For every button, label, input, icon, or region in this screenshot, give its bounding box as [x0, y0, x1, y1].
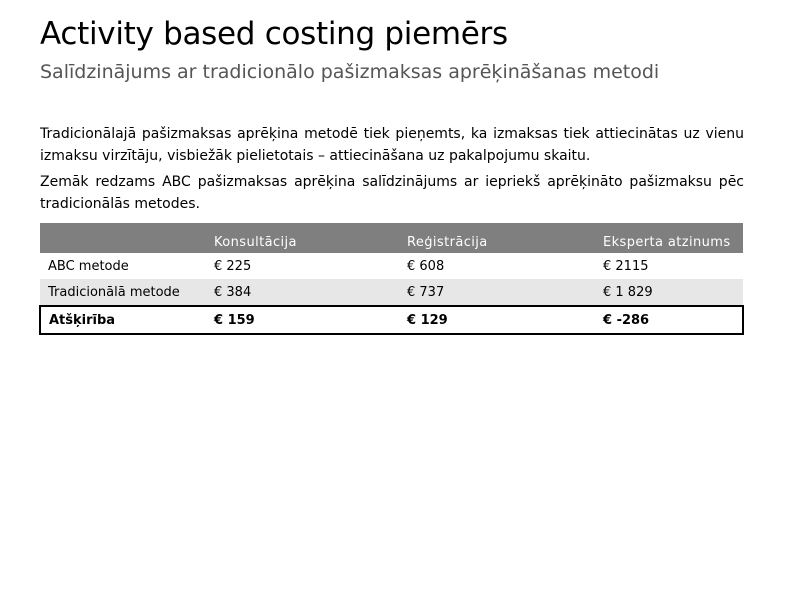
table-cell: € 384 [206, 279, 399, 306]
table-header-row [40, 223, 743, 253]
table-row [40, 253, 743, 279]
table-cell: € 737 [399, 279, 595, 306]
header-cell-registracija: Reģistrācija [399, 223, 595, 253]
slide-subtitle: Salīdzinājums ar tradicionālo pašizmaksas aprēķināšanas metodi [40, 61, 660, 83]
table-cell: € -286 [595, 306, 743, 334]
row-label: ABC metode [40, 253, 206, 279]
table-row [40, 279, 743, 306]
paragraph-comparison-intro: Zemāk redzams ABC pašizmaksas aprēķina salīdzinājums ar iepriekš aprēķināto pašizmaksu pēc tradicionālās metodes. [40, 174, 744, 212]
row-label: Tradicionālā metode [40, 279, 206, 306]
table-cell: € 2115 [595, 253, 743, 279]
table-cell: € 225 [206, 253, 399, 279]
slide-title: Activity based costing piemērs [40, 16, 508, 52]
row-label: Atšķirība [40, 306, 206, 334]
comparison-table [39, 223, 744, 335]
table-cell: € 159 [206, 306, 399, 334]
table-cell: € 129 [399, 306, 595, 334]
table-row-difference [40, 306, 743, 334]
header-cell-eksperta-atzinums: Eksperta atzinums [595, 223, 743, 253]
header-cell-empty [40, 223, 206, 253]
table-cell: € 608 [399, 253, 595, 279]
header-cell-konsultacija: Konsultācija [206, 223, 399, 253]
table-cell: € 1 829 [595, 279, 743, 306]
paragraph-traditional-method: Tradicionālajā pašizmaksas aprēķina metodē tiek pieņemts, ka izmaksas tiek attiecinātas uz vienu izmaksu virzītāju, visbiežāk pielietotais – attiecināšana uz pakalpojumu skaitu. [40, 126, 744, 164]
